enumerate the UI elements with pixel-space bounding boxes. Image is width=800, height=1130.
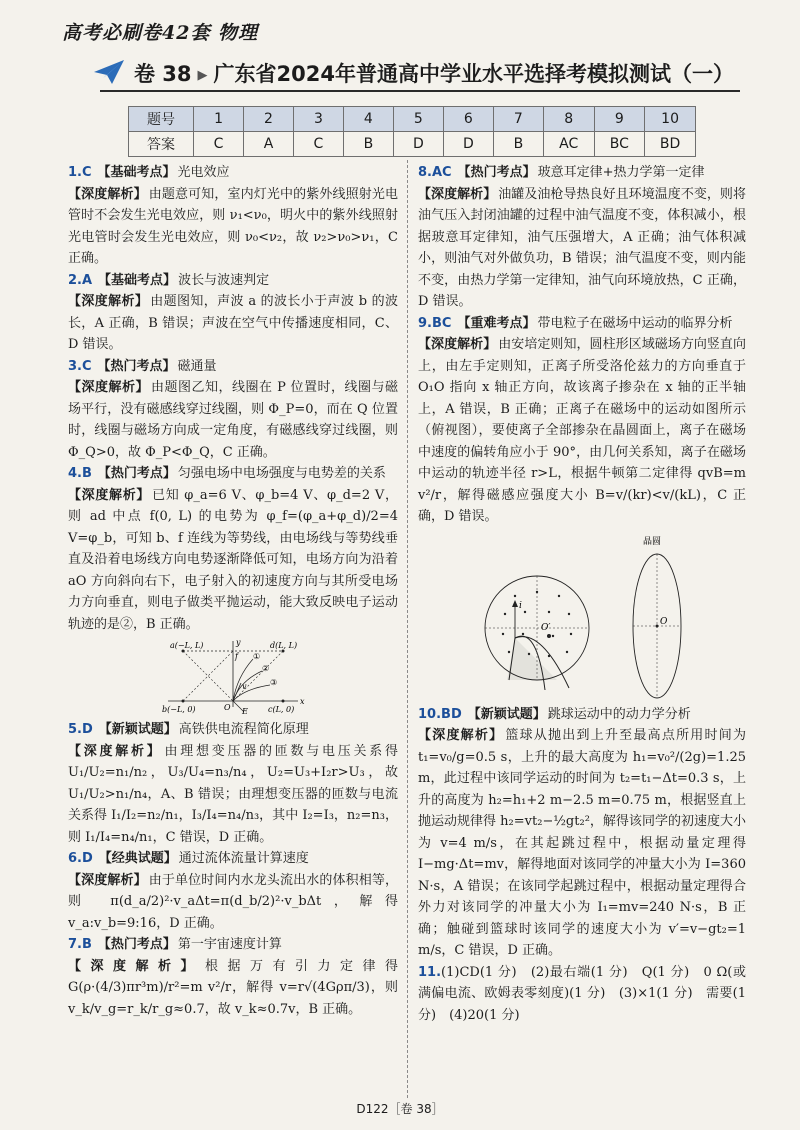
topic-tag: 【热门考点】 <box>97 937 176 952</box>
answer-row <box>129 132 696 157</box>
point-c-label: c(L, 0) <box>268 705 295 714</box>
answer-key-table <box>128 106 696 157</box>
question-block <box>68 270 398 356</box>
question-number: 1 <box>194 107 244 132</box>
question-block <box>68 162 398 270</box>
topic-tag: 【基础考点】 <box>98 272 177 288</box>
path-3-label: ③ <box>270 678 278 687</box>
question-number: 4 <box>343 107 393 132</box>
question-number: 3 <box>293 107 343 132</box>
question-number-row <box>129 107 696 132</box>
page-footer: D122［卷 38］ <box>356 1102 444 1116</box>
question-block <box>68 934 398 1020</box>
topic-tag: 【基础考点】 <box>97 165 176 180</box>
analysis-tag: 【深度解析】 <box>68 958 203 974</box>
question-block <box>418 313 746 700</box>
question-number: 2 <box>244 107 294 132</box>
analysis-tag: 【深度解析】 <box>68 186 147 202</box>
analysis-tag: 【深度解析】 <box>68 294 149 309</box>
topic-text: 玻意耳定律+热力学第一定律 <box>537 165 705 180</box>
origin-label: O <box>224 703 231 712</box>
current-i-label: i <box>519 600 522 611</box>
topic-text: 通过流体流量计算速度 <box>178 851 309 866</box>
question-block <box>68 356 398 464</box>
answer-cell: A <box>244 132 294 157</box>
magnetic-field-diagram <box>457 530 707 700</box>
analysis-text: 由题图乙知，线圈在 P 位置时，线圈与磁场平行，没有磁感线穿过线圈，则 Φ_P=0，而在 Q 位置时，线圈与磁场方向成一定角度，有磁感线穿过线圈，则 Φ_Q>0，故 Φ_P<Φ_Q，C 正确。 <box>68 380 398 460</box>
analysis-tag: 【深度解析】 <box>68 487 151 503</box>
wafer-center-o-label: O <box>660 616 668 627</box>
electric-field-diagram <box>158 637 308 715</box>
question-number: 3. <box>68 358 82 374</box>
answer-row-label: 答案 <box>129 132 194 157</box>
question-row-label: 题号 <box>129 107 194 132</box>
paper-plane-icon <box>92 58 126 86</box>
analysis-text: 根据万有引力定律得 G(ρ·(4/3)πr³m)/r²=m v²/r，解得 v=r√(4Gρπ/3)，则 v_k/v_g=r_k/r_g≈0.7，故 v_k≈0.7v，B 正确。 <box>68 958 398 1017</box>
question-block <box>68 463 398 715</box>
question-block <box>418 162 746 313</box>
question-block <box>68 848 398 934</box>
question-answer: AC <box>431 165 452 180</box>
field-e-label: E <box>242 707 248 715</box>
wafer-label: 晶圆 <box>643 536 662 547</box>
answer-cell: C <box>293 132 343 157</box>
topic-text: 匀强电场中电场强度与电势差的关系 <box>177 466 386 481</box>
question-number: 8 <box>543 107 594 132</box>
book-title: 高考必刷卷42套 物理 <box>62 22 259 44</box>
arrow-right-icon: ▶ <box>197 68 208 83</box>
question-answer: D <box>81 851 93 866</box>
topic-tag: 【重难考点】 <box>457 315 536 331</box>
question-number: 5 <box>393 107 443 132</box>
path-2-label: ② <box>262 664 270 673</box>
question-answer: BD <box>441 706 462 722</box>
right-column <box>418 162 746 1026</box>
question-number: 8. <box>418 165 432 180</box>
topic-text: 波长与波速判定 <box>178 272 270 288</box>
column-divider <box>407 160 408 1098</box>
analysis-tag: 【深度解析】 <box>418 728 504 743</box>
answer-cell: B <box>343 132 393 157</box>
velocity-label: v <box>242 682 247 691</box>
analysis-text: 由安培定则知，圆柱形区域磁场方向竖直向上，由左手定则知，正离子所受洛伦兹力的方向垂直于 O₁O 指向 x 轴正方向，故该离子掺杂在 x 轴的正半轴上，A 错误，B 正确；正离子在磁场中的运动如图所示（俯视图），要使离子全部掺杂在晶圆面上，离子在磁场中速度的偏转角应小于 90°，由几何关系知，离子在磁场中运动的轨迹半径 r>L，根据牛顿第二定律得 qvB=m v²/r，解得磁感应强度大小 B=v/(kr)<v/(kL)，C 正确，D 错误。 <box>418 337 746 524</box>
point-a-label: a(−L, L) <box>170 641 204 650</box>
topic-tag: 【热门考点】 <box>97 466 176 481</box>
question-number: 9 <box>594 107 645 132</box>
analysis-tag: 【深度解析】 <box>68 872 147 888</box>
analysis-text: 由题意可知，室内灯光中的紫外线照射光电管时不会发生光电效应，则 ν₁<ν₀，明火中的紫外线照射光电管时会发生光电效应，则 ν₀<ν₂，故 ν₂>ν₀>ν₁，C 正确。 <box>68 186 398 266</box>
volume-number: 卷 38 <box>134 62 192 86</box>
question-answer: C <box>81 358 92 374</box>
exam-title: 广东省2024年普通高中学业水平选择考模拟测试（一） <box>213 62 734 86</box>
x-axis-label: x <box>300 697 305 706</box>
question-number: 6. <box>68 851 82 866</box>
question-answer: A <box>81 272 93 288</box>
topic-text: 带电粒子在磁场中运动的临界分析 <box>537 315 733 331</box>
question-number: 7 <box>493 107 543 132</box>
analysis-text: 已知 φ_a=6 V、φ_b=4 V、φ_d=2 V，则 ad 中点 f(0, L) 的电势为 φ_f=(φ_a+φ_d)/2=4 V=φ_b，可知 b、f 连线为等势线，由电场线与等势线垂直及沿着电场线方向电势逐渐降低可知，电场方向为沿着 aO 方向斜向右下，电子射入的初速度方向与其所受电场力方向垂直，则电子做类平抛运动，能大致反映电子运动轨迹的是②，B 正确。 <box>68 487 398 632</box>
answer-cell: AC <box>543 132 594 157</box>
analysis-tag: 【深度解析】 <box>68 743 163 759</box>
y-axis-label: y <box>236 638 241 647</box>
exam-title-bar <box>100 56 740 92</box>
point-b-label: b(−L, 0) <box>162 705 196 714</box>
question-answer: D <box>81 722 93 737</box>
path-1-label: ① <box>253 652 261 661</box>
answer-cell: D <box>393 132 443 157</box>
analysis-tag: 【深度解析】 <box>68 380 149 395</box>
analysis-text: 油罐及油枪导热良好且环境温度不变，则将油气压入封闭油罐的过程中油气温度不变，体积减小，根据玻意耳定律知，油气压强增大，A 正确；油气体积减小，则油气对外做负功，B 错误；油气温度不变，则内能不变，由热力学第一定律知，油气向环境放热，C 正确，D 错误。 <box>418 186 746 309</box>
question-number: 5. <box>68 722 82 737</box>
answer-cell: B <box>493 132 543 157</box>
analysis-text: 篮球从抛出到上升至最高点所用时间为 t₁=v₀/g=0.5 s，上升的最大高度为 h₁=v₀²/(2g)=1.25 m，此过程中该同学运动的时间为 t₂=t₁−Δt=0.3 s，上升的高度为 h₂=h₁+2 m−2.5 m=0.75 m，根据竖直上抛运动规律得 h₂=vt₂−½gt₂²，解得该同学的初速度大小为 v=4 m/s，在其起跳过程中，根据动量定理得 I−mg·Δt=mv，解得地面对该同学的冲量大小为 I=360 N·s，A 错误；在该同学起跳过程中，根据动量定理得合外力对该同学的冲量大小为 I₁=mv=240 N·s，B 正确；触碰到篮球时该同学的速度大小为 v′=v−gt₂=1 m/s，C 错误，D 正确。 <box>418 728 746 958</box>
topic-tag: 【新颖试题】 <box>98 722 177 737</box>
analysis-text: 由题图知，声波 a 的波长小于声波 b 的波长，A 正确，B 错误；声波在空气中传播速度相同，C、D 错误。 <box>68 294 398 352</box>
question-number: 11. <box>418 964 442 980</box>
question-number: 10. <box>418 706 442 722</box>
answer-cell: D <box>443 132 493 157</box>
question-number: 4. <box>68 466 82 481</box>
question-number: 10 <box>645 107 696 132</box>
question-answer: B <box>81 466 92 481</box>
answer-cell: BC <box>594 132 645 157</box>
question-answer: C <box>81 165 92 180</box>
question-number: 6 <box>443 107 493 132</box>
question-answer: BC <box>431 315 452 331</box>
answer-cell: BD <box>645 132 696 157</box>
question-block <box>418 962 746 1027</box>
question-number: 7. <box>68 937 82 952</box>
topic-text: 光电效应 <box>177 165 230 180</box>
point-f-label: f <box>235 652 238 661</box>
topic-tag: 【热门考点】 <box>97 358 176 374</box>
topic-tag: 【热门考点】 <box>457 165 536 180</box>
topic-text: 高铁供电流程简化原理 <box>178 722 309 737</box>
center-o-prime-label: O′ <box>541 622 551 633</box>
topic-tag: 【经典试题】 <box>98 851 177 866</box>
analysis-text: 由理想变压器的匝数与电压关系得 U₁/U₂=n₁/n₂，U₃/U₄=n₃/n₄，U₂=U₃+I₂r>U₃，故 U₁/U₂>n₁/n₄，A、B 错误；由理想变压器的匝数与电流关系得 I₁/I₂=n₂/n₁，I₃/I₄=n₄/n₃，其中 I₂=I₃，n₂=n₃，则 I₁/I₄=n₄/n₁，C 错误，D 正确。 <box>68 743 398 845</box>
topic-text: 磁通量 <box>177 358 217 374</box>
topic-tag: 【新颖试题】 <box>467 706 546 722</box>
question-number: 2. <box>68 272 82 288</box>
analysis-text: 由于单位时间内水龙头流出水的体积相等，则 π(d_a/2)²·v_aΔt=π(d_b/2)²·v_bΔt，解得 v_a:v_b=9:16，D 正确。 <box>68 872 398 931</box>
analysis-text: (1)CD(1 分) (2)最右端(1 分) Q(1 分) 0 Ω(或满偏电流、欧姆表零刻度)(1 分) (3)×1(1 分) 需要(1 分) (4)20(1 分) <box>418 964 746 1023</box>
question-block <box>68 719 398 848</box>
question-block <box>418 704 746 962</box>
point-d-label: d(L, L) <box>270 641 298 650</box>
question-number: 9. <box>418 315 432 331</box>
left-column <box>68 162 398 1020</box>
analysis-tag: 【深度解析】 <box>418 186 497 202</box>
answer-cell: C <box>194 132 244 157</box>
topic-text: 跳球运动中的动力学分析 <box>547 706 691 722</box>
question-number: 1. <box>68 165 82 180</box>
question-answer: B <box>81 937 92 952</box>
topic-text: 第一宇宙速度计算 <box>177 937 282 952</box>
analysis-tag: 【深度解析】 <box>418 337 497 352</box>
